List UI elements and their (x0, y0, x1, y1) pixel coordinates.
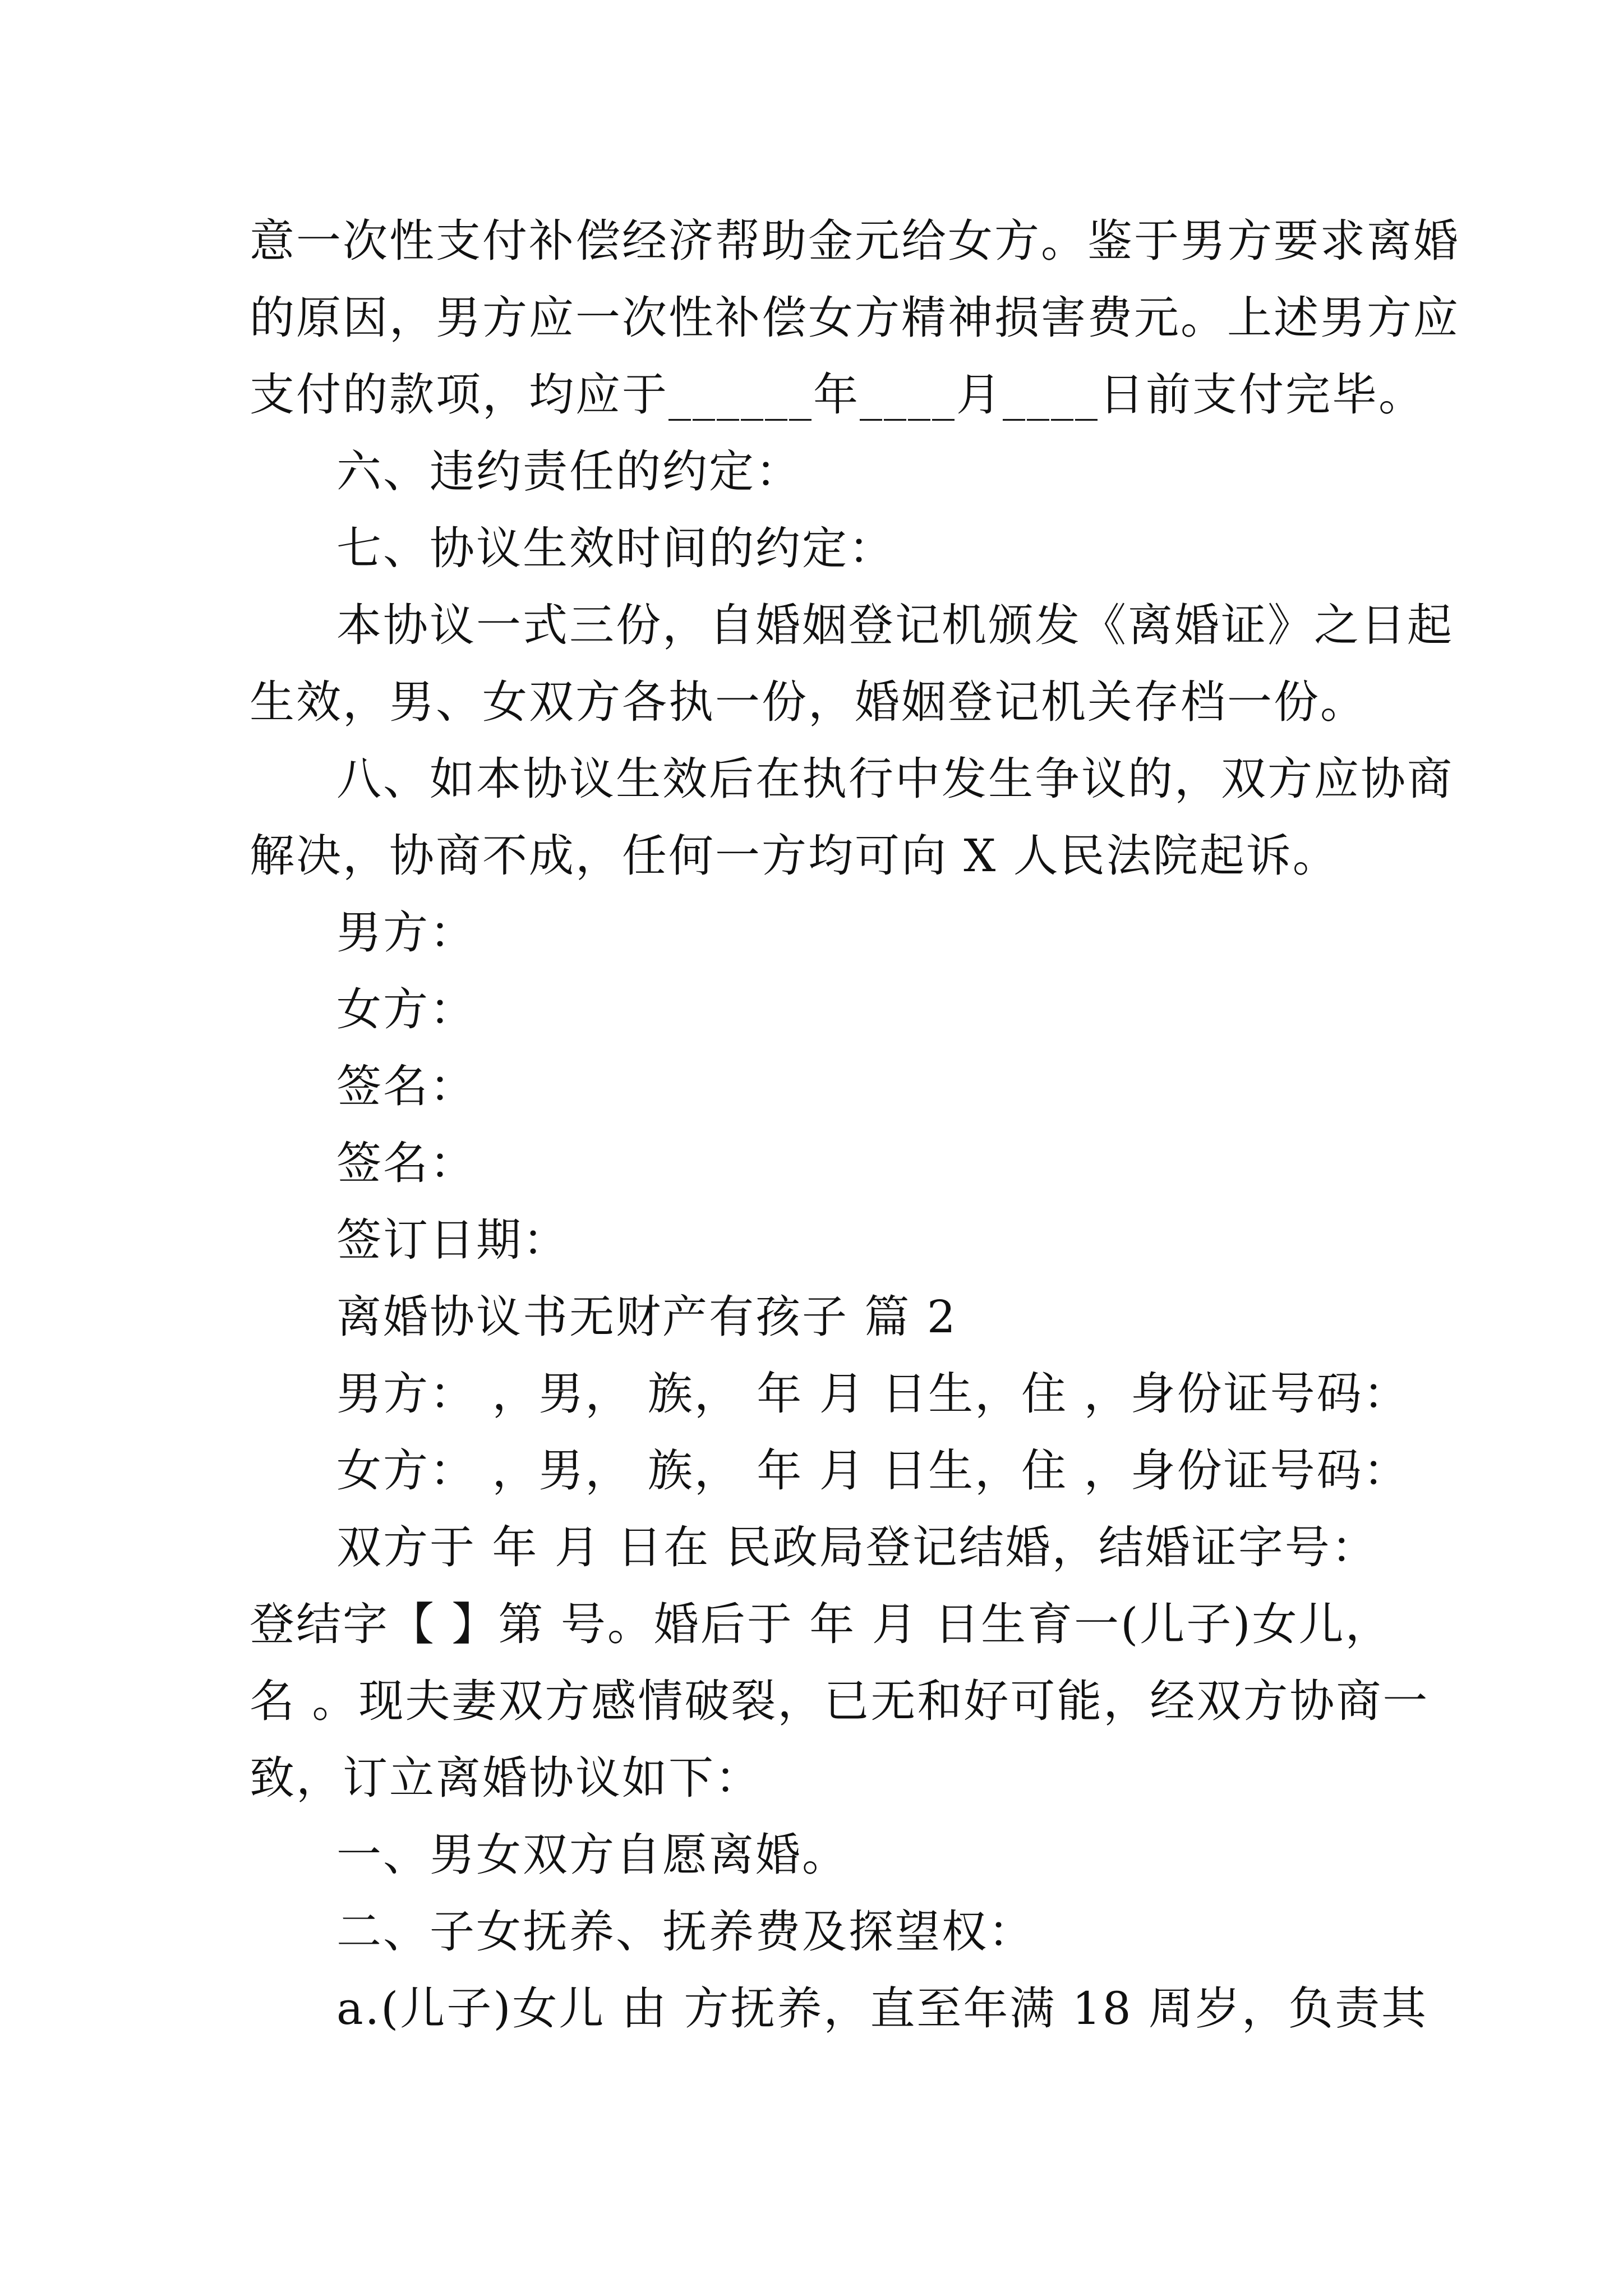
signature-label: 女方： (336, 983, 476, 1036)
section-heading: 六、违约责任的约定： (336, 445, 802, 498)
text-line: 女方： ，男， 族， 年 月 日生，住 ，身份证号码： (336, 1444, 1410, 1497)
section-heading: 二、子女抚养、抚养费及探望权： (336, 1906, 1035, 1958)
text-line: 登结字【 】第 号。婚后于 年 月 日生育一(儿子)女儿， (250, 1598, 1392, 1650)
section-heading: 一、男女双方自愿离婚。 (336, 1829, 849, 1881)
signature-label: 男方： (336, 907, 476, 959)
text-line: 生效，男、女双方各执一份，婚姻登记机关存档一份。 (250, 676, 1367, 728)
signature-label: 签名： (336, 1137, 476, 1189)
text-line: 的原因，男方应一次性补偿女方精神损害费元。上述男方应 (250, 292, 1460, 344)
text-line: 致，订立离婚协议如下： (250, 1752, 762, 1804)
section-heading: 八、如本协议生效后在执行中发生争议的，双方应协商 (336, 753, 1454, 805)
text-line: 名 。现夫妻双方感情破裂，已无和好可能，经双方协商一 (250, 1675, 1430, 1727)
text-line: 本协议一式三份，自婚姻登记机颁发《离婚证》之日起 (336, 599, 1454, 651)
text-line: 支付的款项，均应于______年____月____日前支付完毕。 (250, 369, 1425, 421)
date-label: 签订日期： (336, 1214, 569, 1266)
text-line: 意一次性支付补偿经济帮助金元给女方。鉴于男方要求离婚 (250, 215, 1460, 267)
text-line: 双方于 年 月 日在 民政局登记结婚，结婚证字号： (336, 1521, 1378, 1573)
document-title: 离婚协议书无财产有孩子 篇 2 (336, 1291, 957, 1343)
text-line: 解决，协商不成，任何一方均可向 X 人民法院起诉。 (250, 830, 1339, 882)
section-heading: 七、协议生效时间的约定： (336, 522, 895, 574)
signature-label: 签名： (336, 1060, 476, 1112)
text-line: 男方： ，男， 族， 年 月 日生，住 ，身份证号码： (336, 1368, 1410, 1420)
text-line: a.(儿子)女儿 由 方抚养，直至年满 18 周岁，负责其 (336, 1982, 1428, 2035)
